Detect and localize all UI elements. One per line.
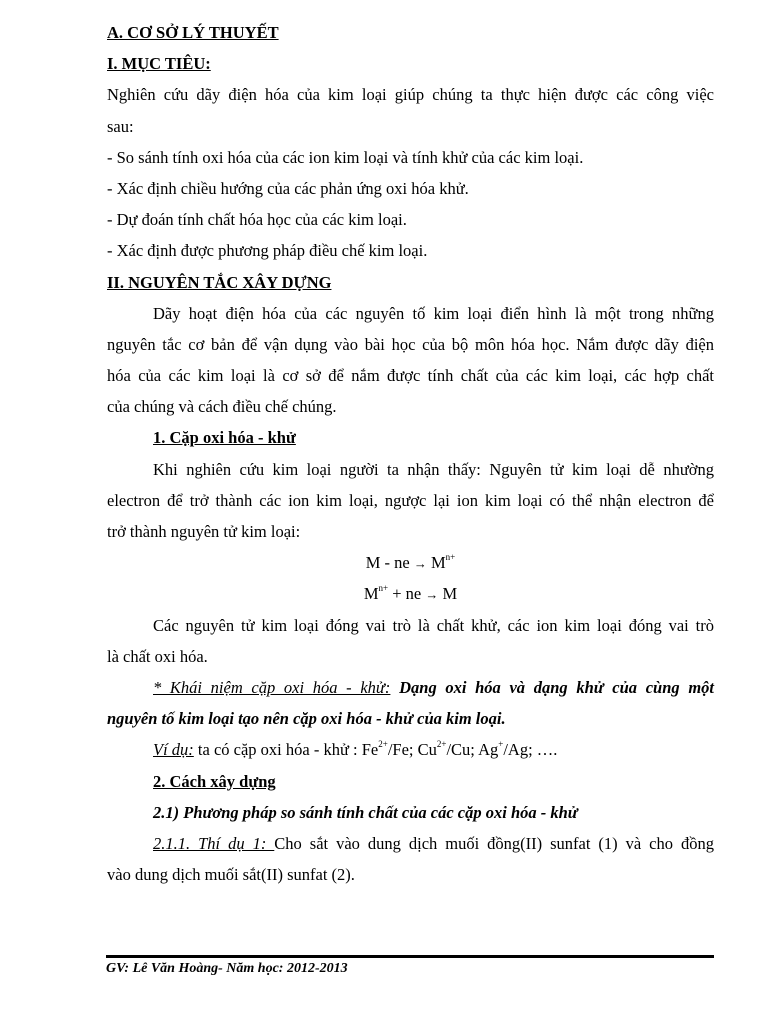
equation-oxidation: M - ne → $M^{n+}$ [365, 552, 456, 573]
objective-item: - Dự đoán tính chất hóa học của các kim loại. [107, 210, 407, 230]
paragraph-line: trở thành nguyên tử kim loại: [107, 522, 301, 541]
paragraph-line: Khi nghiên cứu kim loại người ta nhận thấy: Nguyên tử kim loại dễ nhường [153, 459, 714, 479]
objective-item: - Xác định chiều hướng của các phản ứng oxi hóa khử. [107, 178, 469, 198]
example-211: 2.1.1. Thí dụ 1: Cho sắt vào dung dịch muối đồng(II) sunfat (1) và cho đồng [153, 833, 714, 853]
paragraph-line: electron để trở thành các ion kim loại, ngược lại ion kim loại có thể nhận electron để [107, 490, 714, 510]
concept-definition [107, 672, 714, 703]
example-label: Ví dụ: [153, 740, 194, 760]
example-line: Ví dụ: ta có cặp oxi hóa - khử : $Fe^{2+}/Fe$; $Cu^{2+}/Cu$; Ag+/Ag; …. [153, 739, 558, 760]
equation-reduction: $M^{n+}$ + ne → M [363, 583, 458, 604]
concept-text: Dạng oxi hóa và dạng khử của cùng một [399, 677, 715, 697]
document-page [107, 17, 714, 890]
section-heading-a: A. CƠ SỞ LÝ THUYẾT [107, 23, 279, 42]
subsubsection-title: 2.1) Phương pháp so sánh tính chất của các cặp oxi hóa - khử [153, 802, 578, 822]
paragraph-line: là chất oxi hóa. [107, 646, 208, 666]
subsection-title: 2. Cách xây dựng [153, 771, 276, 791]
paragraph-line: của chúng và cách điều chế chúng. [107, 397, 337, 417]
concept-label: * Khái niệm cặp oxi hóa - khử: [153, 677, 391, 697]
paragraph-line: Các nguyên tử kim loại đóng vai trò là chất khử, các ion kim loại đóng vai trò [153, 615, 714, 635]
subsection-title: 1. Cặp oxi hóa - khử [153, 428, 296, 448]
objectives-intro-cont: sau: [107, 116, 134, 136]
section-heading-ii: II. NGUYÊN TẮC XÂY DỰNG [107, 272, 332, 292]
example-211-label: 2.1.1. Thí dụ 1: [153, 833, 275, 853]
paragraph-line: hóa của các kim loại là cơ sở để nắm được tính chất của các kim loại, các hợp chất [107, 366, 714, 386]
objective-item: - So sánh tính oxi hóa của các ion kim loại và tính khử của các kim loại. [107, 147, 584, 167]
page-footer: GV: Lê Văn Hoàng- Năm học: 2012-2013 [106, 961, 348, 976]
footer-divider [106, 955, 714, 958]
example-211-cont: vào dung dịch muối sắt(II) sunfat (2). [107, 865, 355, 885]
paragraph-line: nguyên tắc cơ bản để vận dụng vào bài học của bộ môn hóa học. Nắm được dãy điện [107, 334, 714, 354]
paragraph-line: Dãy hoạt điện hóa của các nguyên tố kim loại điển hình là một trong những [153, 303, 714, 323]
concept-text-cont: nguyên tố kim loại tạo nên cặp oxi hóa - khử của kim loại. [107, 709, 506, 729]
section-heading-i: I. MỤC TIÊU: [107, 54, 211, 74]
objective-item: - Xác định được phương pháp điều chế kim loại. [107, 241, 428, 261]
objectives-intro: Nghiên cứu dãy điện hóa của kim loại giúp chúng ta thực hiện được các công việc [107, 85, 714, 105]
